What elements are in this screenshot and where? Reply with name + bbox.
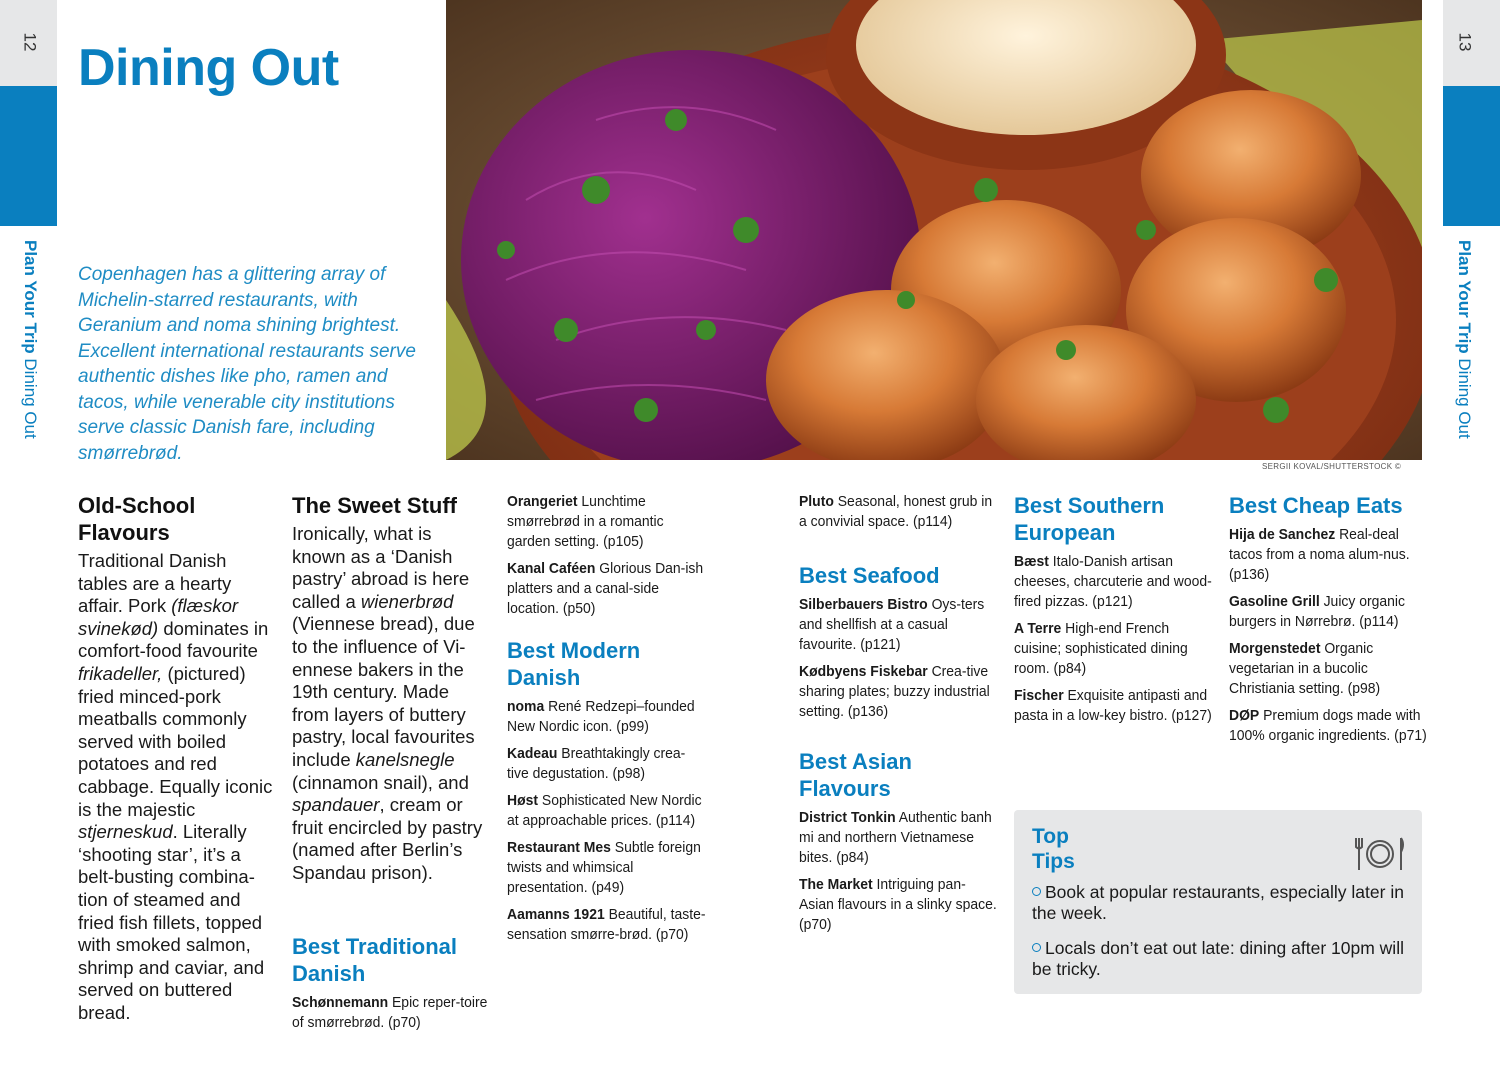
left-page-tab-accent <box>0 86 57 226</box>
left-side-label: Plan Your Trip Dining Out <box>21 240 40 439</box>
seafood-heading: Best Seafood <box>799 563 940 588</box>
traditional-section <box>292 933 488 1040</box>
list-item: Høst Sophisticated New Nordic at approachable prices. (p114) <box>507 792 702 829</box>
right-side-label: Plan Your Trip Dining Out <box>1455 240 1474 439</box>
bullet-icon <box>1032 887 1041 896</box>
plate-cutlery-icon <box>1354 834 1406 872</box>
list-item: Morgenstedet Organic vegetarian in a bucolic Christiania setting. (p98) <box>1229 640 1381 697</box>
old-school-section <box>78 492 274 1024</box>
list-item: Pluto Seasonal, honest grub in a convivial space. (p114) <box>799 493 993 530</box>
modern-heading: Best Modern Danish <box>507 638 641 690</box>
list-item: Aamanns 1921 Beautiful, taste-sensation smørre-brød. (p70) <box>507 906 706 943</box>
list-item: Gasoline Grill Juicy organic burgers in Nørrebrø. (p114) <box>1229 593 1406 630</box>
cheap-section <box>1229 492 1429 753</box>
col3-section <box>507 492 705 952</box>
southern-heading: Best Southern European <box>1014 493 1165 545</box>
col4-section <box>799 492 997 942</box>
list-item: The Market Intriguing pan-Asian flavours in a slinky space. (p70) <box>799 876 997 933</box>
list-item: Hija de Sanchez Real-deal tacos from a noma alum-nus. (p136) <box>1229 526 1410 583</box>
tip-item: Locals don’t eat out late: dining after 10pm will be tricky. <box>1032 938 1404 979</box>
list-item: District Tonkin Authentic banh mi and northern Vietnamese bites. (p84) <box>799 809 992 866</box>
list-item: Fischer Exquisite antipasti and pasta in a low-key bistro. (p127) <box>1014 687 1212 724</box>
list-item: Restaurant Mes Subtle foreign twists and whimsical presentation. (p49) <box>507 839 701 896</box>
photo-credit: SERGII KOVAL/SHUTTERSTOCK © <box>1262 462 1402 471</box>
traditional-heading: Best Traditional Danish <box>292 934 458 986</box>
list-item: Kødbyens Fiskebar Crea-tive sharing plates; buzzy industrial setting. (p136) <box>799 663 990 720</box>
asian-heading: Best Asian Flavours <box>799 749 912 801</box>
list-item: Bæst Italo-Danish artisan cheeses, charcuterie and wood-fired pizzas. (p121) <box>1014 553 1212 610</box>
old-school-heading: Old-School Flavours <box>78 493 196 545</box>
tip-item: Book at popular restaurants, especially later in the week. <box>1032 882 1404 923</box>
sweet-heading: The Sweet Stuff <box>292 493 458 518</box>
list-item: noma René Redzepi–founded New Nordic icon. (p99) <box>507 698 695 735</box>
top-tips-title: Top Tips <box>1032 825 1075 873</box>
list-item: Silberbauers Bistro Oys-ters and shellfish at a casual favourite. (p121) <box>799 596 985 653</box>
right-page-tab-accent <box>1443 86 1500 226</box>
list-item: A Terre High-end French cuisine; sophisticated dining room. (p84) <box>1014 620 1188 677</box>
list-item: Orangeriet Lunchtime smørrebrød in a romantic garden setting. (p105) <box>507 493 664 550</box>
old-school-body: Traditional Danish tables are a hearty affair. Pork (flæskor svinekød) dominates in comfort-food favourite frikadeller, (pictured) fried minced-pork meatballs commonly served with boiled potatoes and red cabbage. Equally iconic is the majestic stjerneskud. Literally ‘shooting star’, it’s a belt-busting combina-tion of steamed and fried fish fillets, topped with smoked salmon, shrimp and caviar, and served on buttered bread. <box>78 550 273 1023</box>
list-item: Kanal Caféen Glorious Dan-ish platters and a canal-side location. (p50) <box>507 560 704 617</box>
list-item: Schønnemann Epic reper-toire of smørrebrød. (p70) <box>292 994 488 1031</box>
cheap-heading: Best Cheap Eats <box>1229 493 1403 518</box>
food-photo-illustration <box>446 0 1422 460</box>
page-title: Dining Out <box>78 39 339 97</box>
food-photo <box>446 0 1422 460</box>
intro-text: Copenhagen has a glittering array of Michelin-starred restaurants, with Geranium and noma shining brightest. Excellent international restaurants serve authentic dishes like pho, ramen and tacos, while venerable city institutions serve classic Danish fare, including smørrebrød. <box>78 264 416 464</box>
top-tips-box <box>1014 810 1422 994</box>
sweet-body: Ironically, what is known as a ‘Danish pastry’ abroad is here called a wienerbrød (Viennese bread), due to the influence of Vi-ennese bakers in the 19th century. Made from layers of buttery pastry, local favourites include kanelsnegle (cinnamon snail), and spandauer, cream or fruit encircled by pastry (named after Berlin’s Spandau prison). <box>292 523 483 883</box>
right-page-number: 13 <box>1455 32 1475 52</box>
southern-section <box>1014 492 1214 733</box>
bullet-icon <box>1032 943 1041 952</box>
list-item: DØP Premium dogs made with 100% organic ingredients. (p71) <box>1229 707 1427 744</box>
list-item: Kadeau Breathtakingly crea-tive degustation. (p98) <box>507 745 686 782</box>
left-page-number: 12 <box>20 32 40 52</box>
sweet-section <box>292 492 488 885</box>
